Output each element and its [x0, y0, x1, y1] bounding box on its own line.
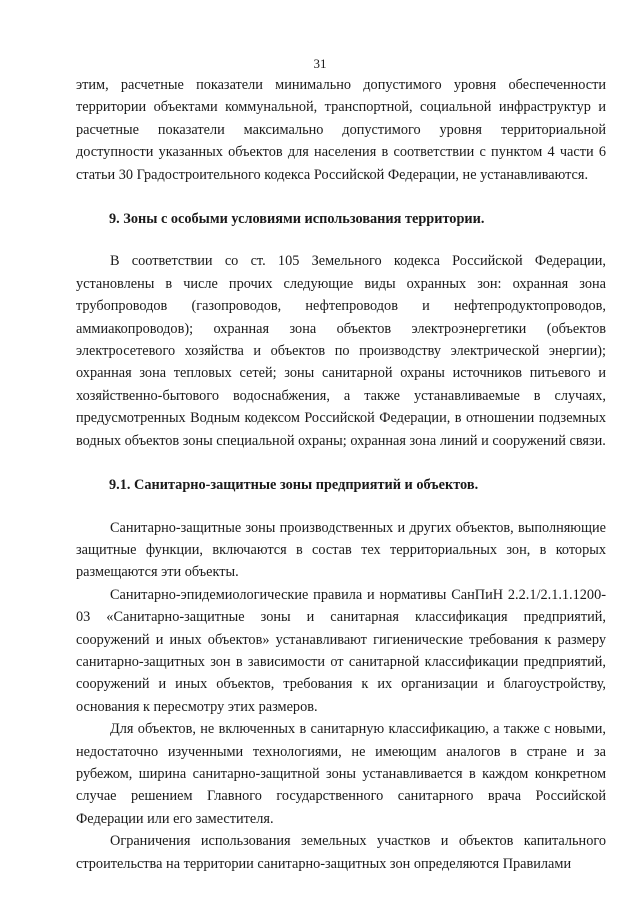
section-9-1-paragraph-4: Ограничения использования земельных участков и объектов капитального строительства на территории санитарно-защитных зон определяются Правилами: [76, 833, 606, 872]
section-9-1-paragraph-2: Санитарно-эпидемиологические правила и нормативы СанПиН 2.2.1/2.1.1.1200-03 «Санитарно-защитные зоны и санитарная классификация предприятий, сооружений и иных объектов» устанавливают гигиенические требования к размеру санитарно-защитных зон в зависимости от санитарной классификации предприятий, сооружений и иных объектов, требования к их организации и благоустройству, основания к пересмотру этих размеров.: [76, 586, 606, 715]
section-9-1-paragraph-1: Санитарно-защитные зоны производственных и других объектов, выполняющие защитные функции, включаются в состав тех территориальных зон, в которых размещаются эти объекты.: [76, 519, 606, 581]
spacer: [76, 186, 606, 208]
intro-paragraph: этим, расчетные показатели минимально допустимого уровня обеспеченности территории объектами коммунальной, транспортной, социальной инфраструктур и расчетные показатели максимально допустимого уровня территориальной доступности указанных объектов для населения в соответствии с пунктом 4 части 6 статьи 30 Градостроительного кодекса Российской Федерации, не устанавливаются.: [76, 77, 606, 183]
section-9-1-heading: 9.1. Санитарно-защитные зоны предприятий и объектов.: [109, 477, 479, 494]
spacer: [76, 230, 606, 250]
section-9-1-paragraph-3: Для объектов, не включенных в санитарную классификацию, а также с новыми, недостаточно изученными технологиями, не имеющим аналогов в стране и за рубежом, ширина санитарно-защитной зоны устанавливается в каждом конкретном случае решением Главного государственного санитарного врача Российской Федерации или его заместителя.: [76, 721, 606, 827]
page-number: 31: [313, 56, 327, 71]
spacer: [76, 497, 606, 517]
spacer: [76, 452, 606, 474]
page-content: [76, 74, 606, 875]
section-9-heading: 9. Зоны с особыми условиями использования территории.: [109, 211, 485, 228]
section-9-paragraph: В соответствии со ст. 105 Земельного кодекса Российской Федерации, установлены в числе прочих следующие виды охранных зон: охранная зона трубопроводов (газопроводов, нефтепроводов и нефтепродуктопроводов, аммиакопроводов); охранная зона объектов электроэнергетики (объектов электросетевого хозяйства и объектов по производству электрической энергии); охранная зона тепловых сетей; зоны санитарной охраны источников питьевого и хозяйственно-бытового водоснабжения, а также устанавливаемые в случаях, предусмотренных Водным кодексом Российской Федерации, в отношении подземных водных объектов зоны специальной охраны; охранная зона линий и сооружений связи.: [76, 253, 606, 449]
